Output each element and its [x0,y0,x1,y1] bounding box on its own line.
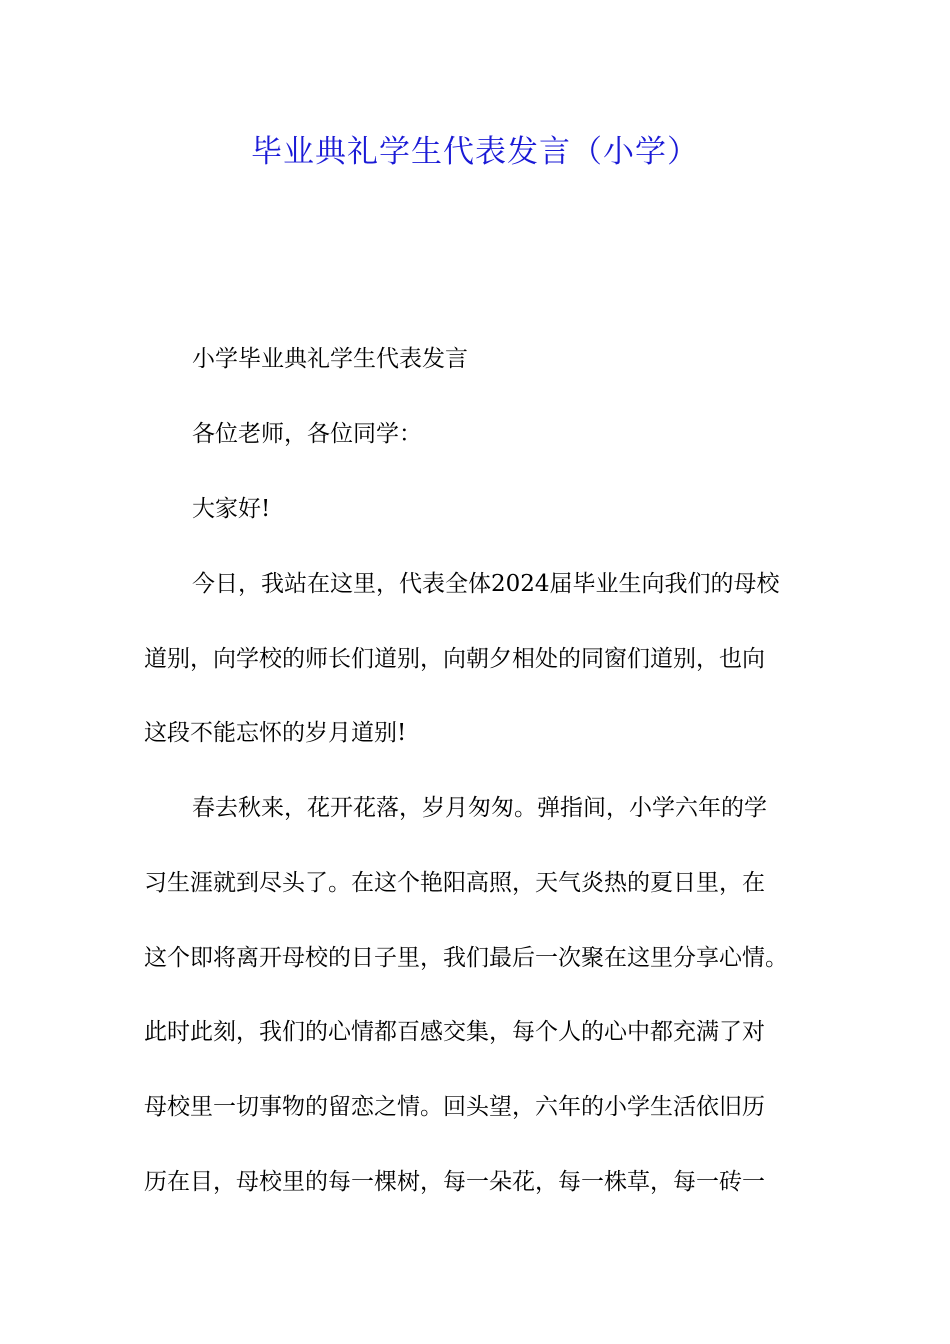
paragraph-2-line-2: 习生涯就到尽头了。在这个艳阳高照，天气炎热的夏日里，在 [144,870,765,896]
paragraph-2-line-3: 这个即将离开母校的日子里，我们最后一次聚在这里分享心情。 [144,945,788,971]
paragraph-1-line-1: 今日，我站在这里，代表全体2024届毕业生向我们的母校 [192,571,780,597]
greeting: 大家好! [192,496,271,522]
paragraph-1-line-3: 这段不能忘怀的岁月道别! [144,720,407,746]
paragraph-2-line-6: 历在目，母校里的每一棵树，每一朵花，每一株草，每一砖一 [144,1169,765,1195]
document-title: 毕业典礼学生代表发言（小学） [251,134,699,170]
paragraph-1-line-2: 道别，向学校的师长们道别，向朝夕相处的同窗们道别，也向 [144,646,765,672]
paragraph-2-line-1: 春去秋来，花开花落，岁月匆匆。弹指间，小学六年的学 [192,795,767,821]
speech-heading: 小学毕业典礼学生代表发言 [192,346,468,372]
paragraph-2-line-4: 此时此刻，我们的心情都百感交集，每个人的心中都充满了对 [144,1019,765,1045]
salutation: 各位老师，各位同学： [192,421,422,447]
paragraph-2-line-5: 母校里一切事物的留恋之情。回头望，六年的小学生活依旧历 [144,1094,765,1120]
